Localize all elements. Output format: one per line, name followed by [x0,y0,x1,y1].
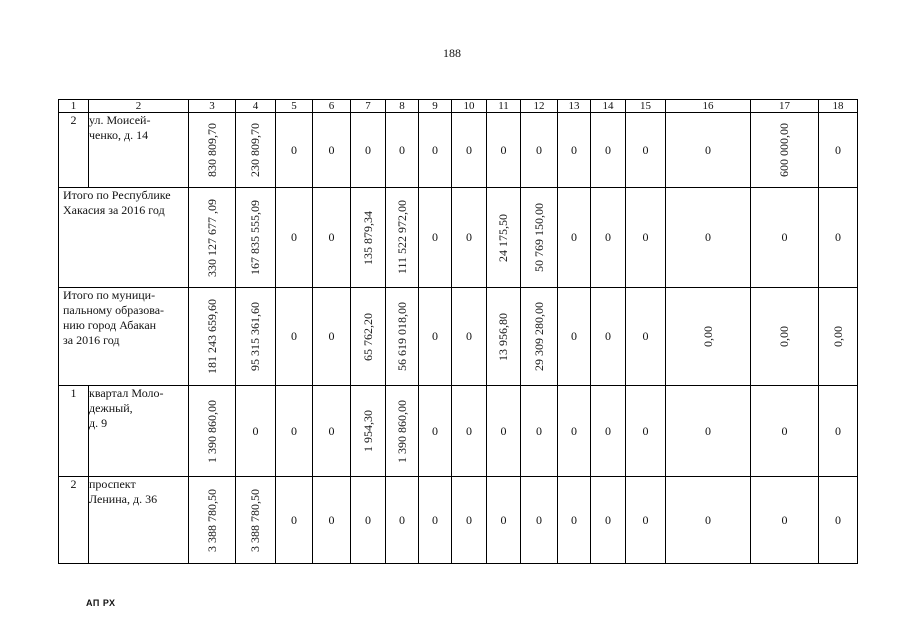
value-text: 0 [466,230,472,245]
row-number: 2 [59,477,89,564]
value-cell-col-15 [626,288,666,386]
header-cell-col-12: 12 [521,100,558,113]
value-cell-col-5 [276,477,313,564]
value-cell-col-6 [313,386,351,477]
header-cell-col-18: 18 [819,100,858,113]
value-cell-col-7 [351,188,386,288]
value-cell-col-15 [626,386,666,477]
header-cell-col-2: 2 [89,100,189,113]
value-text: 0 [328,512,335,527]
value-text: 0 [432,512,438,527]
value-cell-col-5 [276,288,313,386]
value-cell-col-15 [626,113,666,188]
value-cell-col-15 [626,188,666,288]
row-address [89,477,189,564]
value-text: 56 619 018,00 [394,302,409,371]
value-cell-col-9 [419,386,452,477]
value-text: 0 [571,423,577,438]
value-text: 0 [781,423,788,438]
value-text: 0 [642,230,649,245]
value-cell-col-15 [626,477,666,564]
value-cell-col-12 [521,386,558,477]
value-text: 0 [705,423,711,438]
name-line: ул. Моисей- [89,113,151,127]
value-cell-col-3 [189,188,236,288]
value-cell-col-10 [452,113,487,188]
value-text: 0 [500,142,507,157]
name-line: за 2016 год [63,333,120,347]
value-text: 13 956,80 [496,312,510,361]
value-cell-col-17 [751,188,819,288]
table-row [59,386,858,477]
value-cell-col-6 [313,113,351,188]
value-cell-col-14 [591,113,626,188]
value-text: 0 [571,230,577,245]
header-cell-col-4: 4 [236,100,276,113]
value-text: 0 [536,512,542,527]
value-text: 0 [466,423,472,438]
value-cell-col-8 [386,113,419,188]
value-text: 0 [500,423,507,438]
header-row [59,100,858,113]
value-text: 0 [365,512,371,527]
value-text: 167 835 555,09 [248,200,262,275]
name-line: д. 9 [89,416,108,430]
value-cell-col-5 [276,386,313,477]
value-text: 0 [835,142,841,157]
value-text: 0 [536,423,542,438]
value-text: 135 879,34 [360,210,375,265]
value-text: 0 [536,142,542,157]
value-text: 0 [571,512,577,527]
value-cell-col-12 [521,188,558,288]
value-text: 0 [291,423,297,438]
name-line: Итого по Республике [63,188,171,202]
value-cell-col-4 [236,386,276,477]
row-address [89,386,189,477]
header-cell-col-15: 15 [626,100,666,113]
header-cell-col-6: 6 [313,100,351,113]
row-total-label [59,188,189,288]
header-cell-col-5: 5 [276,100,313,113]
table-header [59,100,858,113]
value-cell-col-5 [276,188,313,288]
value-text: 0 [781,230,788,245]
value-text: 0 [432,142,438,157]
value-text: 0 [432,230,438,245]
value-cell-col-6 [313,188,351,288]
table-row [59,477,858,564]
value-cell-col-10 [452,477,487,564]
table-row [59,288,858,386]
value-text: 0 [642,423,649,438]
value-cell-col-12 [521,477,558,564]
value-text: 0 [399,142,405,157]
value-text: 0,00 [830,326,845,347]
value-text: 3 388 780,50 [248,488,262,552]
value-cell-col-10 [452,188,487,288]
header-cell-col-8: 8 [386,100,419,113]
value-cell-col-18 [819,477,858,564]
value-cell-col-10 [452,386,487,477]
value-cell-col-13 [558,477,591,564]
value-cell-col-11 [487,386,521,477]
value-text: 0 [642,329,649,344]
value-text: 0 [642,142,649,157]
value-text: 0 [466,329,472,344]
value-cell-col-16 [666,477,751,564]
value-cell-col-13 [558,188,591,288]
value-text: 0 [705,230,711,245]
name-line: Хакасия за 2016 год [63,203,165,217]
value-text: 0 [291,142,297,157]
data-table [58,99,858,564]
value-cell-col-7 [351,113,386,188]
value-text: 0 [291,329,297,344]
value-cell-col-7 [351,288,386,386]
value-cell-col-3 [189,477,236,564]
header-cell-col-14: 14 [591,100,626,113]
value-cell-col-14 [591,386,626,477]
value-cell-col-16 [666,188,751,288]
value-text: 0 [291,512,297,527]
value-cell-col-9 [419,477,452,564]
header-cell-col-11: 11 [487,100,521,113]
value-cell-col-9 [419,288,452,386]
name-line: пальному образова- [63,303,165,317]
value-text: 0 [705,512,711,527]
value-cell-col-16 [666,288,751,386]
value-cell-col-9 [419,188,452,288]
value-text: 95 315 361,60 [248,302,262,371]
value-cell-col-4 [236,188,276,288]
value-cell-col-7 [351,477,386,564]
value-cell-col-11 [487,188,521,288]
value-text: 0 [571,142,577,157]
value-cell-col-12 [521,113,558,188]
value-cell-col-16 [666,113,751,188]
value-cell-col-8 [386,188,419,288]
value-text: 0 [781,512,788,527]
value-cell-col-3 [189,113,236,188]
header-cell-col-1: 1 [59,100,89,113]
value-text: 0 [328,329,335,344]
value-text: 0 [328,230,335,245]
header-cell-col-7: 7 [351,100,386,113]
value-text: 0 [500,512,507,527]
name-line: Итого по муници- [63,288,156,302]
value-text: 24 175,50 [496,213,510,262]
value-text: 1 390 860,00 [394,399,409,463]
value-text: 0 [835,423,841,438]
value-cell-col-14 [591,477,626,564]
value-text: 600 000,00 [777,123,791,177]
name-line: нию город Абакан [63,318,157,332]
header-cell-col-3: 3 [189,100,236,113]
value-cell-col-11 [487,113,521,188]
header-cell-col-16: 16 [666,100,751,113]
row-number: 1 [59,386,89,477]
value-text: 0,00 [777,326,791,347]
value-text: 0 [365,142,371,157]
value-text: 0 [642,512,649,527]
value-text: 0 [432,329,438,344]
footer-stamp: АП РХ [86,598,116,608]
value-cell-col-17 [751,477,819,564]
name-line: Ленина, д. 36 [89,492,158,506]
value-cell-col-13 [558,113,591,188]
value-text: 1 390 860,00 [204,399,219,463]
value-text: 0 [399,512,405,527]
value-text: 830 809,70 [204,123,219,177]
value-text: 0 [466,512,472,527]
value-cell-col-3 [189,386,236,477]
value-text: 29 309 280,00 [531,302,546,371]
value-cell-col-11 [487,288,521,386]
name-line: дежный, [89,401,133,415]
value-text: 3 388 780,50 [204,488,219,552]
header-cell-col-17: 17 [751,100,819,113]
value-cell-col-17 [751,288,819,386]
value-text: 0 [252,423,259,438]
value-text: 1 954,30 [360,410,375,452]
value-text: 0 [835,230,841,245]
value-cell-col-8 [386,477,419,564]
value-text: 0 [291,230,297,245]
value-text: 181 243 659,60 [204,299,219,374]
value-cell-col-8 [386,288,419,386]
value-cell-col-7 [351,386,386,477]
value-cell-col-4 [236,477,276,564]
table-row [59,113,858,188]
value-text: 65 762,20 [360,312,375,361]
value-text: 0 [466,142,472,157]
header-cell-col-9: 9 [419,100,452,113]
value-cell-col-4 [236,288,276,386]
page-number: 188 [443,46,461,60]
row-number: 2 [59,113,89,188]
value-cell-col-13 [558,288,591,386]
value-cell-col-17 [751,386,819,477]
value-text: 0 [571,329,577,344]
name-line: проспект [89,477,136,491]
row-total-label [59,288,189,386]
name-line: ченко, д. 14 [89,128,149,142]
value-text: 230 809,70 [248,123,262,177]
value-cell-col-10 [452,288,487,386]
value-cell-col-9 [419,113,452,188]
value-cell-col-16 [666,386,751,477]
value-text: 0 [835,512,841,527]
value-cell-col-6 [313,288,351,386]
value-cell-col-3 [189,288,236,386]
table-row [59,188,858,288]
value-cell-col-18 [819,386,858,477]
value-text: 0,00 [700,326,715,347]
value-text: 0 [605,142,611,157]
value-text: 50 769 150,00 [531,203,546,272]
value-cell-col-6 [313,477,351,564]
value-cell-col-14 [591,188,626,288]
value-cell-col-5 [276,113,313,188]
value-cell-col-13 [558,386,591,477]
value-text: 0 [705,142,711,157]
value-cell-col-11 [487,477,521,564]
value-text: 330 127 677 ,09 [204,198,219,277]
header-cell-col-13: 13 [558,100,591,113]
value-text: 0 [605,230,611,245]
value-text: 0 [605,512,611,527]
table-body [59,113,858,564]
value-text: 0 [605,329,611,344]
value-cell-col-18 [819,113,858,188]
value-cell-col-14 [591,288,626,386]
row-address [89,113,189,188]
value-text: 111 522 972,00 [394,200,409,275]
value-cell-col-18 [819,288,858,386]
value-cell-col-12 [521,288,558,386]
name-line: квартал Моло- [89,386,164,400]
value-text: 0 [605,423,611,438]
value-text: 0 [432,423,438,438]
value-cell-col-18 [819,188,858,288]
value-cell-col-17 [751,113,819,188]
value-text: 0 [328,423,335,438]
value-cell-col-4 [236,113,276,188]
value-cell-col-8 [386,386,419,477]
header-cell-col-10: 10 [452,100,487,113]
value-text: 0 [328,142,335,157]
